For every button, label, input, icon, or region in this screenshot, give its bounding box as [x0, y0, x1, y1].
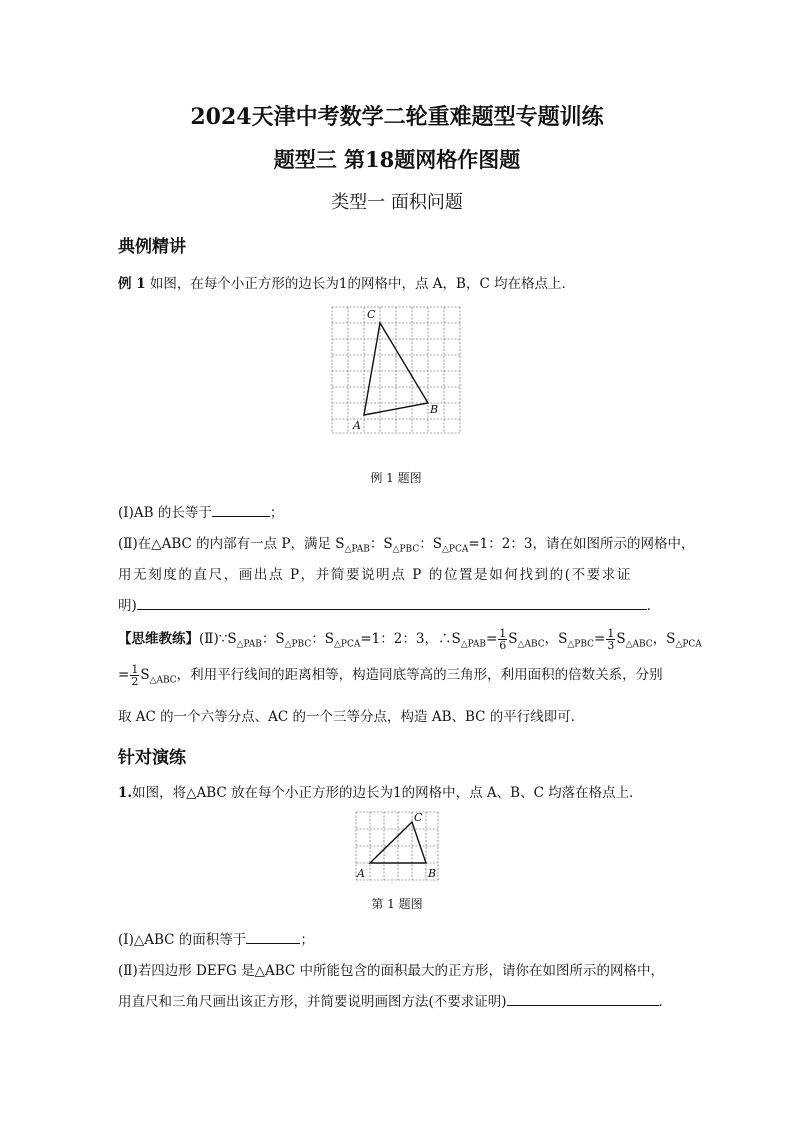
fraction-one-sixth: $\frac{1}{6}$	[499, 627, 507, 652]
fraction-one-third: $\frac{1}{3}$	[607, 627, 615, 652]
answer-blank[interactable]	[246, 943, 300, 944]
section-heading-examples: 典例精讲	[118, 237, 186, 257]
hint-label: 【思维教练】	[118, 631, 199, 647]
label-a: A	[357, 867, 365, 880]
example-1-statement	[118, 272, 575, 292]
problem-number: 1.	[118, 785, 133, 801]
hint-line-2: = $\frac{1}{2}$ $S_{\triangle ABC}$，利用平行线间的距离相等，构造同底等高的三角形，利用面积的倍数关系，分别	[118, 663, 663, 688]
example-1-part-2-line-3: 明) ．	[118, 598, 661, 614]
label-c: C	[367, 308, 376, 321]
label-a: A	[353, 419, 361, 432]
label-b: B	[430, 403, 439, 416]
problem-1-part-2-line-2: 用直尺和三角尺画出该正方形，并简要说明画图方法(不要求证明) ．	[118, 994, 673, 1010]
label-b: B	[428, 867, 437, 880]
example-1-part-2-line-2: 用无刻度的直尺，画出点 P，并简要说明点 P 的位置是如何找到的(不要求证	[118, 567, 633, 583]
answer-blank[interactable]	[212, 516, 270, 517]
fraction-one-half: $\frac{1}{2}$	[131, 663, 139, 688]
hint-line-1: 【思维教练】$(Ⅱ)\because S_{\triangle PAB}$：$S_{\triangle PBC}$：$S_{\triangle PCA}=1$：2：3，$\therefore S_{\triangle PAB}=$ $\frac{1}{6}$ $S_{\triangle ABC}$，$S_{\triangle PBC}=$ $\frac{1}{3}$ $S_{\triangle ABC}$，$S_{\triangle PCA}$	[118, 627, 702, 652]
hint-line-3: 取 AC 的一个六等分点、AC 的一个三等分点，构造 AB、BC 的平行线即可．	[118, 709, 585, 725]
example-1-grid-figure	[330, 305, 462, 435]
grid-lines	[356, 812, 438, 880]
example-1-figure-caption: 例 1 题图	[370, 471, 422, 485]
problem-1-part-1: (Ⅰ)△ABC 的面积等于 ；	[118, 932, 314, 948]
section-heading-practice: 针对演练	[118, 748, 186, 768]
problem-1-statement: 1.如图，将△ABC 放在每个小正方形的边长为1的网格中，点 A、B、C 均落在格点上．	[118, 785, 643, 801]
example-text: 如图，在每个小正方形的边长为1的网格中，点 A，B，C 均在格点上．	[149, 276, 576, 292]
grid-lines	[332, 307, 460, 433]
problem-1-figure-caption: 第 1 题图	[371, 897, 423, 911]
page-title: 2024天津中考数学二轮重难题型专题训练	[190, 104, 604, 130]
example-label: 例 1	[118, 276, 146, 292]
triangle-abc	[370, 822, 426, 863]
answer-blank-long[interactable]	[137, 609, 647, 610]
label-c: C	[414, 811, 423, 824]
example-1-part-2-line-1: (Ⅱ)在△ABC 的内部有一点 P，满足 $S_{\triangle PAB}$：$S_{\triangle PBC}$：$S_{\triangle PCA}=1$：2：3，请在如图所示的网格中，	[118, 536, 695, 555]
problem-1-grid-figure	[354, 810, 440, 882]
problem-1-part-2-line-1: (Ⅱ)若四边形 DEFG 是△ABC 中所能包含的面积最大的正方形，请你在如图所示的网格中，	[118, 963, 665, 979]
answer-blank-long[interactable]	[507, 1005, 659, 1006]
type-label: 类型一 面积问题	[331, 192, 463, 213]
page-subtitle: 题型三 第18题网格作图题	[273, 147, 521, 172]
example-1-part-1: (Ⅰ)AB 的长等于 ；	[118, 505, 284, 521]
